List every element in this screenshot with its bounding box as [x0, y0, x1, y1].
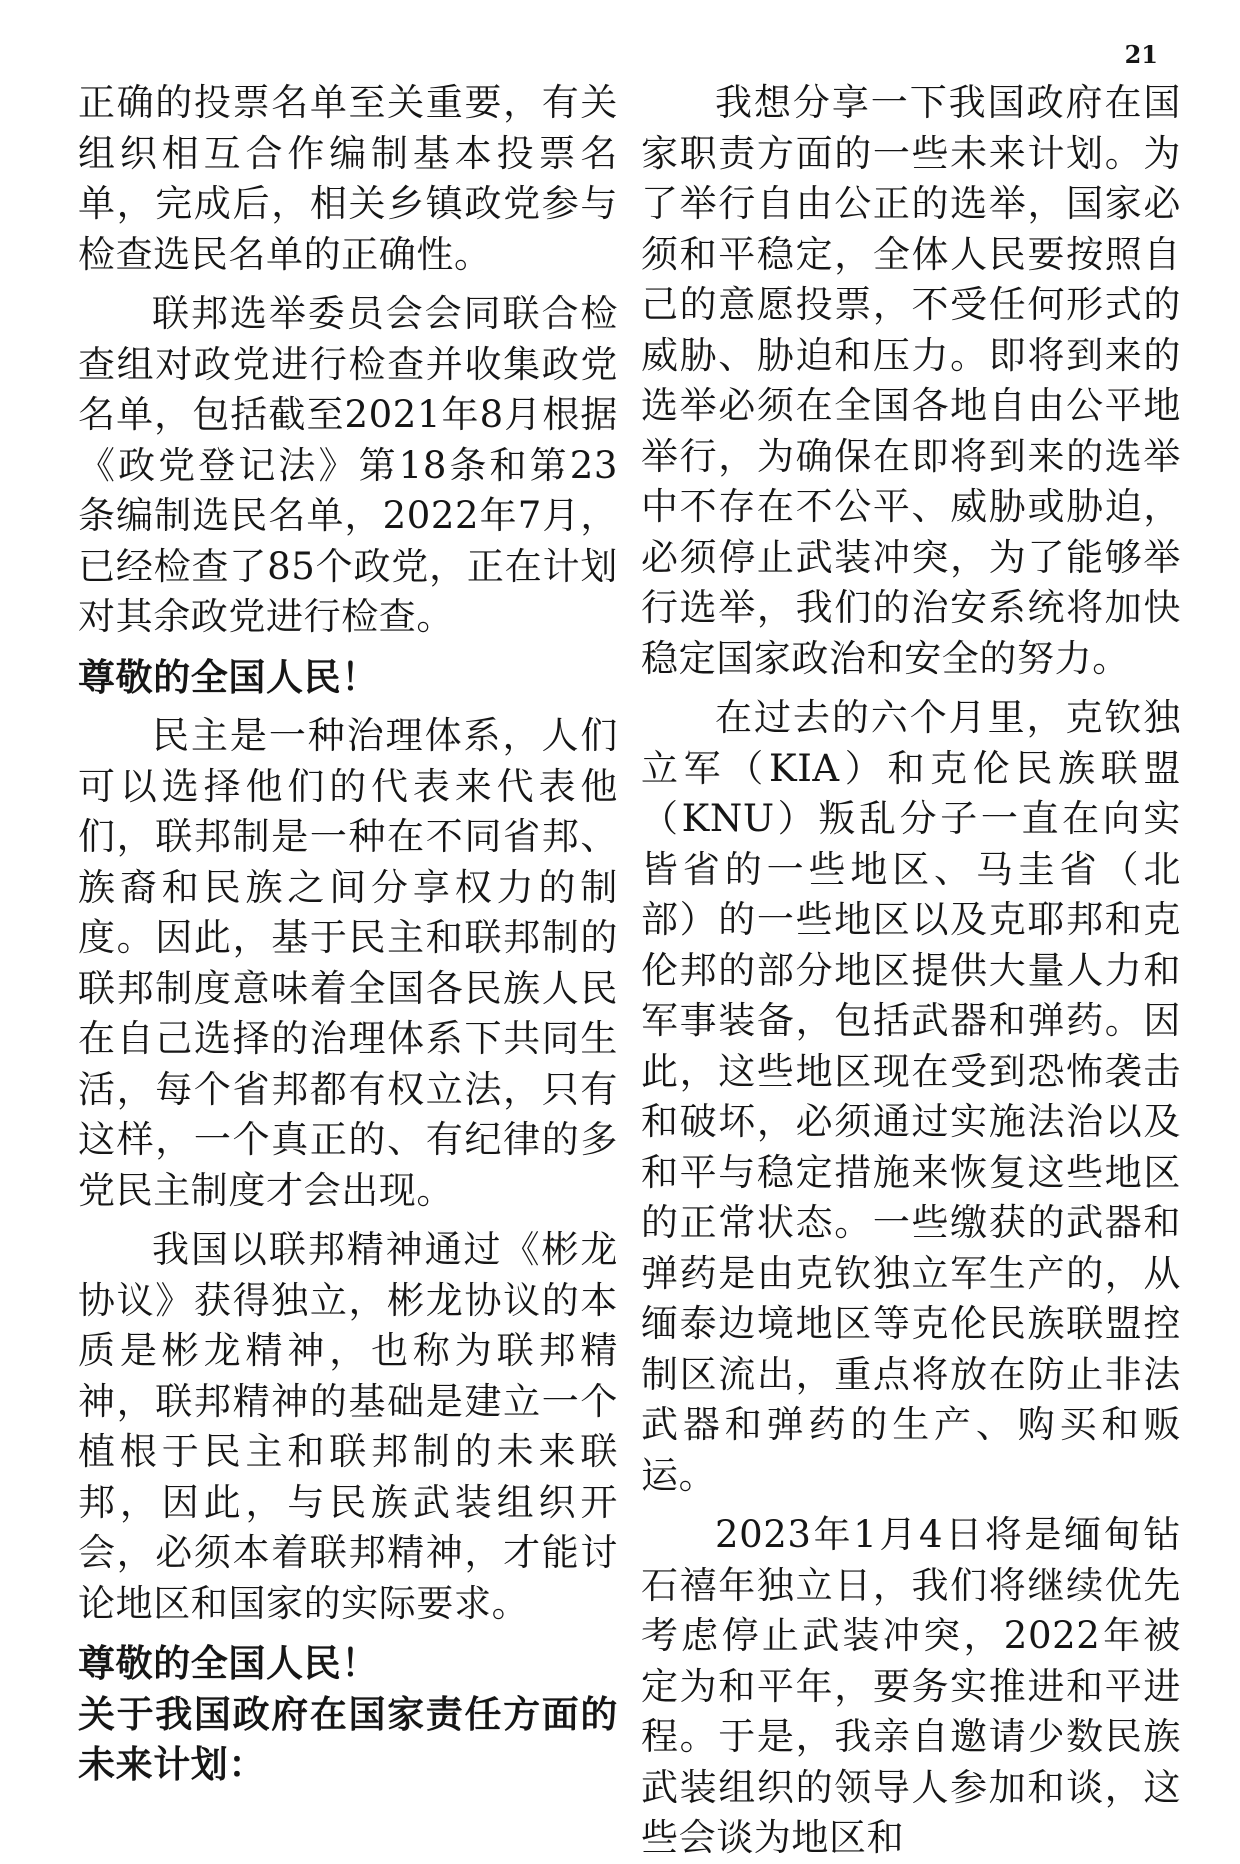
section-heading-greeting-1: 尊敬的全国人民！	[78, 654, 379, 699]
section-heading-greeting-2: 尊敬的全国人民！	[78, 1641, 379, 1685]
page-number: 21	[1124, 40, 1158, 69]
right-paragraph-1: 我想分享一下我国政府在国家职责方面的一些未来计划。为了举行自由公正的选举，国家必须和平稳定，全体人民要按照自己的意愿投票，不受任何形式的威胁、胁迫和压力。即将到来的选举必须在全国各地自由公平地举行，为确保在即将到来的选举中不存在不公平、威胁或胁迫，必须停止武装冲突，为了能够举行选举，我们的治安系统将加快稳定国家政治和安全的努力。	[641, 81, 1181, 680]
left-paragraph-3: 民主是一种治理体系，人们可以选择他们的代表来代表他们，联邦制是一种在不同省邦、族裔和民族之间分享权力的制度。因此，基于民主和联邦制的联邦制度意味着全国各民族人民在自己选择的治理体系下共同生活，每个省邦都有权立法，只有这样，一个真正的、有纪律的多党民主制度才会出现。	[78, 714, 618, 1212]
left-column	[78, 78, 618, 1790]
section-heading-future-plans: 关于我国政府在国家责任方面的未来计划：	[78, 1691, 618, 1786]
right-paragraph-3: 2023年1月4日将是缅甸钻石禧年独立日，我们将继续优先考虑停止武装冲突，2022年被定为和平年，要务实推进和平进程。于是，我亲自邀请少数民族武装组织的领导人参加和谈，这些会谈为地区和	[641, 1513, 1181, 1859]
left-paragraph-1: 正确的投票名单至关重要，有关组织相互合作编制基本投票名单，完成后，相关乡镇政党参与检查选民名单的正确性。	[78, 81, 618, 276]
right-paragraph-2: 在过去的六个月里，克钦独立军（KIA）和克伦民族联盟（KNU）叛乱分子一直在向实皆省的一些地区、马圭省（北部）的一些地区以及克耶邦和克伦邦的部分地区提供大量人力和军事装备，包括武器和弹药。因此，这些地区现在受到恐怖袭击和破坏，必须通过实施法治以及和平与稳定措施来恢复这些地区的正常状态。一些缴获的武器和弹药是由克钦独立军生产的，从缅泰边境地区等克伦民族联盟控制区流出，重点将放在防止非法武器和弹药的生产、购买和贩运。	[641, 696, 1181, 1497]
left-paragraph-4: 我国以联邦精神通过《彬龙协议》获得独立，彬龙协议的本质是彬龙精神，也称为联邦精神，联邦精神的基础是建立一个植根于民主和联邦制的未来联邦，因此，与民族武装组织开会，必须本着联邦精神，才能讨论地区和国家的实际要求。	[78, 1228, 618, 1625]
right-column	[641, 78, 1181, 1864]
left-paragraph-2: 联邦选举委员会会同联合检查组对政党进行检查并收集政党名单，包括截至2021年8月根据《政党登记法》第18条和第23条编制选民名单，2022年7月，已经检查了85个政党，正在计划对其余政党进行检查。	[78, 292, 618, 638]
